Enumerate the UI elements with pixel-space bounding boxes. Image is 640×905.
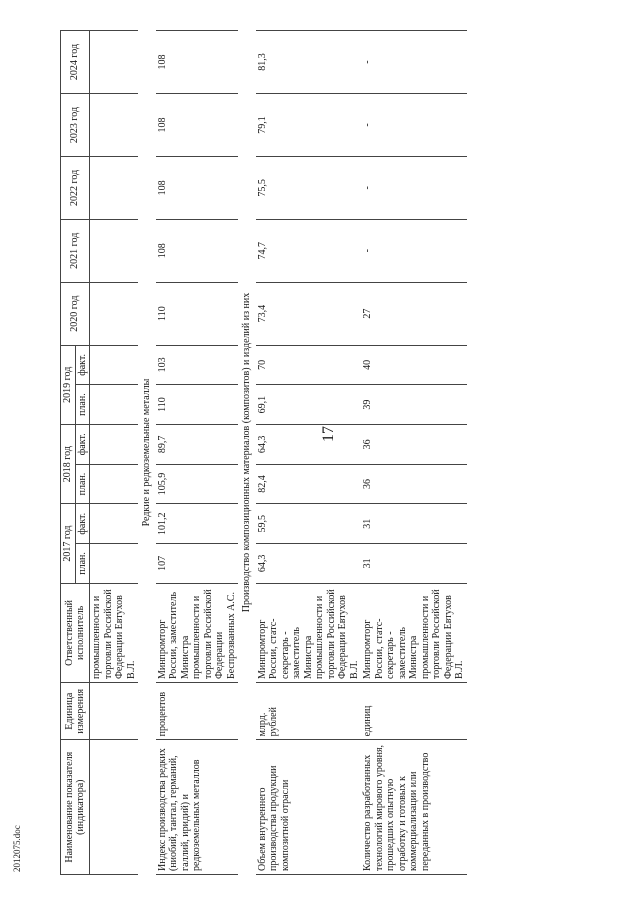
indicator-unit: млрд. рублей bbox=[256, 683, 362, 740]
indicator-name: Объем внутреннего производства продукции композитной отрасли bbox=[256, 740, 362, 875]
continuation-cell bbox=[90, 31, 139, 94]
table-header bbox=[61, 31, 90, 875]
continuation-cell bbox=[90, 345, 139, 385]
continuation-cell bbox=[90, 219, 139, 282]
value-2019-fact: 40 bbox=[361, 345, 467, 385]
continuation-unit bbox=[90, 683, 139, 740]
indicator-name: Индекс производства редких (ниобий, тантал, германий, галлий, иридий) и редкоземельных металлов bbox=[156, 740, 239, 875]
value-2024: - bbox=[361, 31, 467, 94]
value-2024: 108 bbox=[156, 31, 239, 94]
value-2020: 73,4 bbox=[256, 282, 362, 345]
table-row bbox=[256, 31, 362, 875]
indicator-responsible: Минпромторг России, статс-секретарь - заместитель Министра промышленности и торговли Российской Федерации Евтухов В.Л. bbox=[361, 583, 467, 682]
table-row bbox=[361, 31, 467, 875]
continuation-responsible: промышленности и торговли Российской Федерации Евтухов В.Л. bbox=[90, 583, 139, 682]
value-2022: 75,5 bbox=[256, 156, 362, 219]
value-2019-plan: 39 bbox=[361, 385, 467, 425]
header-2024: 2024 год bbox=[61, 31, 90, 94]
continuation-row bbox=[90, 31, 139, 875]
header-unit: Единица измерения bbox=[61, 683, 90, 740]
value-2017-fact: 31 bbox=[361, 504, 467, 544]
section-title-row bbox=[138, 31, 156, 875]
value-2021: - bbox=[361, 219, 467, 282]
header-2019-plan: план. bbox=[75, 385, 90, 425]
header-2018-plan: план. bbox=[75, 464, 90, 504]
value-2017-plan: 31 bbox=[361, 544, 467, 584]
header-2022: 2022 год bbox=[61, 156, 90, 219]
header-2017: 2017 год bbox=[61, 504, 76, 583]
indicators-table bbox=[60, 30, 467, 875]
indicator-unit: единиц bbox=[361, 683, 467, 740]
header-2017-fact: факт. bbox=[75, 504, 90, 544]
section-title-row bbox=[238, 31, 256, 875]
page-number: 17 bbox=[320, 426, 337, 442]
value-2018-fact: 36 bbox=[361, 424, 467, 464]
continuation-cell bbox=[90, 424, 139, 464]
header-2019-fact: факт. bbox=[75, 345, 90, 385]
indicator-responsible: Минпромторг России, заместитель Министра промышленности и торговли Российской Федерации Беспрозванных А.С. bbox=[156, 583, 239, 682]
value-2018-fact: 89,7 bbox=[156, 424, 239, 464]
value-2020: 110 bbox=[156, 282, 239, 345]
header-2021: 2021 год bbox=[61, 219, 90, 282]
indicator-responsible: Минпромторг России, статс-секретарь - заместитель Министра промышленности и торговли Российской Федерации Евтухов В.Л. bbox=[256, 583, 362, 682]
header-2017-plan: план. bbox=[75, 544, 90, 584]
indicator-name: Количество разработанных технологий мирового уровня, прошедших опытную отработку и готовых к коммерциализации или переданных в производство bbox=[361, 740, 467, 875]
section-title: Редкие и редкоземельные металлы bbox=[141, 378, 152, 527]
table-body bbox=[90, 31, 467, 875]
value-2024: 81,3 bbox=[256, 31, 362, 94]
value-2018-plan: 36 bbox=[361, 464, 467, 504]
value-2018-plan: 105,9 bbox=[156, 464, 239, 504]
value-2017-fact: 101,2 bbox=[156, 504, 239, 544]
header-2023: 2023 год bbox=[61, 94, 90, 157]
value-2019-plan: 69,1 bbox=[256, 385, 362, 425]
continuation-cell bbox=[90, 464, 139, 504]
value-2017-plan: 107 bbox=[156, 544, 239, 584]
value-2023: 79,1 bbox=[256, 94, 362, 157]
continuation-cell bbox=[90, 544, 139, 584]
value-2018-plan: 82,4 bbox=[256, 464, 362, 504]
value-2022: - bbox=[361, 156, 467, 219]
continuation-name bbox=[90, 740, 139, 875]
continuation-cell bbox=[90, 504, 139, 544]
header-2018: 2018 год bbox=[61, 424, 76, 503]
table-row bbox=[156, 31, 239, 875]
value-2023: - bbox=[361, 94, 467, 157]
rotated-table-container bbox=[60, 30, 580, 875]
value-2021: 108 bbox=[156, 219, 239, 282]
value-2021: 74,7 bbox=[256, 219, 362, 282]
value-2023: 108 bbox=[156, 94, 239, 157]
value-2017-fact: 59,5 bbox=[256, 504, 362, 544]
value-2017-plan: 64,3 bbox=[256, 544, 362, 584]
continuation-cell bbox=[90, 385, 139, 425]
header-2020: 2020 год bbox=[61, 282, 90, 345]
value-2020: 27 bbox=[361, 282, 467, 345]
continuation-cell bbox=[90, 156, 139, 219]
continuation-cell bbox=[90, 282, 139, 345]
header-indicator-name: Наименование показателя (индикатора) bbox=[61, 740, 90, 875]
continuation-cell bbox=[90, 94, 139, 157]
indicator-unit: процентов bbox=[156, 683, 239, 740]
section-title: Производство композиционных материалов (композитов) и изделий из них bbox=[241, 292, 252, 613]
header-2018-fact: факт. bbox=[75, 424, 90, 464]
header-responsible: Ответственный исполнитель bbox=[61, 583, 90, 682]
value-2019-plan: 110 bbox=[156, 385, 239, 425]
footer-file-name: 2012075.doc bbox=[12, 825, 22, 872]
header-2019: 2019 год bbox=[61, 345, 76, 424]
value-2019-fact: 103 bbox=[156, 345, 239, 385]
value-2018-fact: 64,3 bbox=[256, 424, 362, 464]
value-2022: 108 bbox=[156, 156, 239, 219]
value-2019-fact: 70 bbox=[256, 345, 362, 385]
